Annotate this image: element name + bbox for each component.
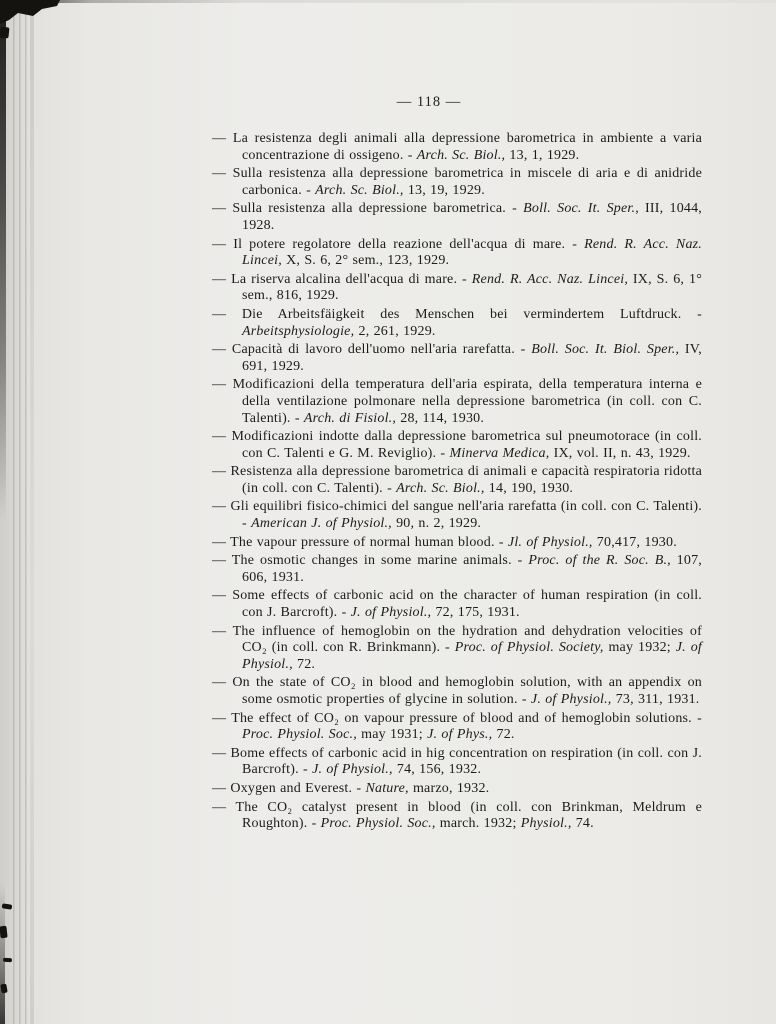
entry-text: — Modificazioni della temperatura dell'aria espirata, della temperatura interna e della ventilazione polmonare nella depressione barometrica (in coll. con C. Talenti). -	[212, 377, 702, 426]
entry-text: 70,417, 1930.	[592, 534, 677, 550]
bibliography-entry	[212, 499, 702, 532]
entry-text: IX, S. 6, 1° sem., 816, 1929.	[242, 271, 702, 304]
entry-text: — The vapour pressure of normal human blood. -	[212, 534, 508, 550]
bibliography-entry	[212, 429, 702, 462]
journal-name: Proc. of the R. Soc. B.,	[528, 553, 671, 569]
entry-text: — La riserva alcalina dell'acqua di mare. -	[212, 271, 472, 287]
ink-blob-topleft	[0, 0, 70, 48]
journal-name: Boll. Soc. It. Sper.,	[523, 201, 639, 217]
entry-text: 107, 606, 1931.	[242, 553, 702, 585]
bibliography-entry	[212, 624, 702, 674]
bibliography-entry	[212, 201, 702, 234]
journal-name: Arbeitsphysiologie,	[242, 323, 355, 339]
journal-name: Boll. Soc. It. Biol. Sper.,	[531, 342, 680, 358]
entry-text: — The CO₂ catalyst present in blood (in coll. con Brinkman, Meldrum e Roughton). -	[212, 799, 702, 832]
entry-text: 74.	[571, 816, 594, 832]
entry-text: 14, 190, 1930.	[484, 480, 574, 496]
journal-name: J. of Physiol.,	[350, 605, 432, 621]
binding-crease-line	[30, 0, 34, 1024]
bibliography-entry	[212, 781, 702, 798]
entry-text: X, S. 6, 2° sem., 123, 1929.	[281, 253, 450, 269]
entry-text: 73, 311, 1931.	[611, 692, 700, 707]
entry-text: — The influence of hemoglobin on the hydration and dehydration velocities of CO₂ (in coll. con R. Brinkmann). -	[212, 623, 702, 656]
entry-text: IX, vol. II, n. 43, 1929.	[549, 445, 691, 461]
bibliography-entry	[212, 166, 702, 199]
entry-text: 13, 19, 1929.	[403, 182, 485, 198]
journal-name: Rend. R. Acc. Naz. Lincei,	[471, 271, 629, 287]
journal-name: Proc. Physiol. Soc.,	[242, 727, 357, 743]
bibliography-entry	[212, 342, 702, 375]
journal-name: Arch. Sc. Biol.,	[416, 147, 506, 163]
bibliography-entry	[212, 711, 702, 744]
entry-text: may 1932;	[603, 640, 676, 656]
entry-text: 74, 156, 1932.	[392, 762, 482, 778]
journal-name: Arch. Sc. Biol.,	[315, 182, 404, 198]
bibliography-entry	[212, 131, 702, 164]
entry-text: — Gli equilibri fisico-chimici del sangue nell'aria rarefatta (in coll. con C. Talenti). -	[212, 499, 702, 532]
entry-text: march. 1932;	[435, 816, 521, 832]
entry-text: 28, 114, 1930.	[396, 410, 485, 426]
journal-name: Rend. R. Acc. Naz. Lincei,	[242, 236, 702, 269]
entry-text: — Capacità di lavoro dell'uomo nell'aria rarefatta. -	[212, 342, 532, 358]
entry-text: IV, 691, 1929.	[242, 342, 702, 374]
entry-text: III, 1044, 1928.	[242, 201, 702, 233]
bibliography-entry	[212, 675, 702, 708]
journal-name: Arch. Sc. Biol.,	[396, 480, 485, 496]
page-content	[212, 94, 702, 835]
entry-text: — Sulla resistenza alla depressione barometrica in miscele di aria e di anidride carbonica. -	[212, 166, 702, 198]
bibliography-entry	[212, 272, 702, 305]
entry-text: 72.	[292, 656, 316, 672]
entry-text: 13, 1, 1929.	[505, 147, 580, 163]
journal-name: J. of Physiol.,	[530, 692, 612, 707]
journal-name: American J. of Physiol.,	[251, 516, 392, 532]
entry-text: 72.	[492, 727, 515, 743]
entry-text: — Die Arbeitsfäigkeit des Menschen bei vermindertem Luftdruck. -	[212, 306, 702, 322]
journal-name: J. of Phys.,	[427, 727, 493, 743]
bibliography-entry	[212, 307, 702, 340]
entry-text: — Oxygen and Everest. -	[212, 780, 366, 796]
entry-text: 72, 175, 1931.	[431, 605, 520, 621]
entry-text: may 1931;	[356, 727, 428, 743]
journal-name: Proc. Physiol. Soc.,	[320, 816, 436, 832]
bibliography-entry	[212, 800, 702, 833]
journal-name: J. of Physiol.,	[242, 640, 702, 672]
binding-edge-shadow	[0, 0, 6, 520]
entry-text: — Bome effects of carbonic acid in hig concentration on respiration (in coll. con J. Barcroft). -	[212, 745, 702, 778]
bibliography-list	[212, 131, 702, 833]
journal-name: Proc. of Physiol. Society,	[454, 640, 604, 656]
ink-marks-bottomleft	[0, 900, 26, 1010]
journal-name: Physiol.,	[520, 816, 572, 832]
entry-text: — Resistenza alla depressione barometrica di animali e capacità respiratoria ridotta (in coll. con C. Talenti). -	[212, 464, 702, 496]
binding-crease	[13, 0, 27, 1024]
journal-name: Jl. of Physiol.,	[507, 534, 593, 550]
bibliography-entry	[212, 377, 702, 427]
entry-text: — The effect of CO₂ on vapour pressure of blood and of hemoglobin solutions. -	[212, 710, 702, 726]
journal-name: Nature,	[365, 780, 409, 796]
entry-text: — Modificazioni indotte dalla depressione barometrica sul pneumotorace (in coll. con C. Talenti e G. M. Reviglio). -	[212, 429, 702, 461]
bibliography-entry	[212, 535, 702, 552]
entry-text: — Il potere regolatore della reazione dell'acqua di mare. -	[212, 236, 585, 252]
entry-text: — The osmotic changes in some marine animals. -	[212, 553, 529, 569]
entry-text: — Some effects of carbonic acid on the character of human respiration (in coll. con J. Barcroft). -	[212, 588, 702, 621]
entry-text: marzo, 1932.	[408, 780, 490, 796]
entry-text: 2, 261, 1929.	[354, 323, 436, 339]
page-number: — 118 —	[396, 94, 462, 110]
entry-text: — Sulla resistenza alla depressione barometrica. -	[212, 201, 524, 217]
bibliography-entry	[212, 553, 702, 586]
entry-text: 90, n. 2, 1929.	[391, 516, 482, 532]
journal-name: Minerva Medica,	[449, 445, 550, 461]
bibliography-entry	[212, 746, 702, 779]
bibliography-entry	[212, 588, 702, 621]
top-edge-shadow	[0, 0, 776, 3]
bibliography-entry	[212, 237, 702, 270]
journal-name: Arch. di Fisiol.,	[303, 410, 397, 426]
entry-text: — On the state of CO₂ in blood and hemoglobin solution, with an appendix on some osmotic properties of glycine in solution. -	[212, 675, 702, 707]
bibliography-entry	[212, 464, 702, 497]
entry-text: — La resistenza degli animali alla depressione barometrica in ambiente a varia concentrazione di ossigeno. -	[212, 131, 702, 163]
journal-name: J. of Physiol.,	[312, 762, 393, 778]
